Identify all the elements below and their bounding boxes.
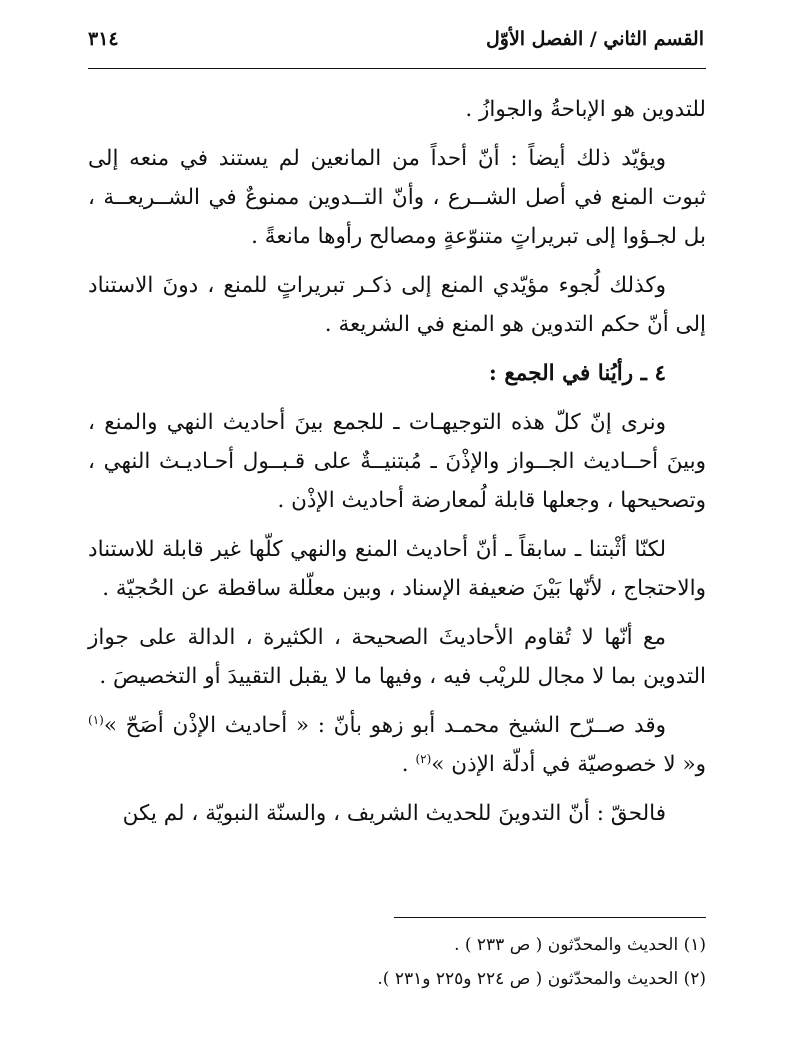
footnote-rule: [394, 917, 706, 918]
paragraph-7-part-b: و« لا خصوصيّة في أدلّة الإذن »: [431, 752, 706, 777]
paragraph-7-part-a: وقد صــرّح الشيخ محمـد أبو زهو بأنّ : « أحاديث الإذْن أصَحّ »: [103, 713, 666, 738]
footnote-1: (١) الحديث والمحدّثون ( ص ٢٣٣ ) .: [454, 935, 706, 955]
paragraph-6: مع أنّها لا تُقاوم الأحاديثَ الصحيحة ، الكثيرة ، الدالة على جواز التدوين بما لا مجال للريْب فيه ، وفيها ما لا يقبل التقييدَ أو التخصيصَ .: [88, 625, 706, 689]
footnote-2: (٢) الحديث والمحدّثون ( ص ٢٢٤ و٢٢٥ و٢٣١ ).: [377, 969, 706, 989]
paragraph-1: للتدوين هو الإباحةُ والجوازُ .: [465, 97, 706, 122]
main-text: [88, 90, 706, 843]
running-header: [88, 28, 704, 58]
paragraph-7-part-c: .: [401, 752, 416, 777]
section-title: القسم الثاني / الفصل الأوّل: [485, 28, 704, 50]
footnotes: [88, 930, 706, 998]
section-heading: ٤ ـ رأيُنا في الجمع :: [488, 361, 666, 386]
paragraph-7: [88, 706, 706, 784]
paragraph-2: ويؤيّد ذلك أيضاً : أنّ أحداً من المانعين لم يستند في منعه إلى ثبوت المنع في أصل الشــرع ، وأنّ التــدوين ممنوعٌ في الشــريعــة ، بل لجـؤوا إلى تبريراتٍ متنوّعةٍ ومصالح رأوها مانعةً .: [88, 146, 706, 249]
paragraph-5: لكنّا أثْبتنا ـ سابقاً ـ أنّ أحاديث المنع والنهي كلّها غير قابلة للاستناد والاحتجاج ، لأنّها بَيْنَ ضعيفة الإسناد ، وبين معلّلة ساقطة عن الحُجيّة .: [88, 537, 706, 601]
footnote-ref-1: (١): [88, 712, 104, 727]
paragraph-8: فالحقّ : أنّ التدوينَ للحديث الشريف ، والسنّة النبويّة ، لم يكن: [122, 801, 666, 826]
paragraph-4: ونرى إنّ كلّ هذه التوجيهـات ـ للجمع بينَ أحاديث النهي والمنع ، وبينَ أحــاديث الجــواز والإذْنَ ـ مُبتنيــةٌ على قـبــول أحـاديـث النهي ، وتصحيحها ، وجعلها قابلة لُمعارضة أحاديث الإذْن .: [88, 410, 706, 513]
header-rule: [88, 68, 706, 69]
page-number: ٣١٤: [88, 28, 119, 50]
footnote-ref-2: (٢): [415, 751, 432, 766]
paragraph-3: وكذلك لُجوء مؤيّدي المنع إلى ذكـر تبريراتٍ للمنع ، دونَ الاستناد إلى أنّ حكم التدوين هو المنع في الشريعة .: [88, 273, 706, 337]
